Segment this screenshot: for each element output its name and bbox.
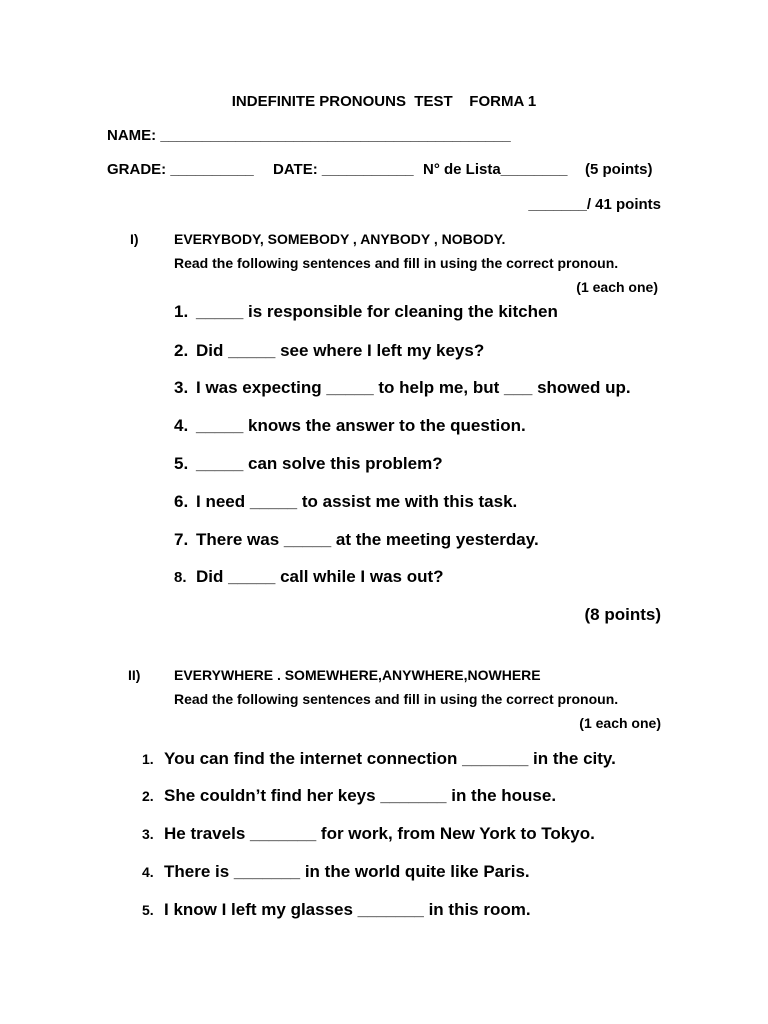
list-item	[142, 862, 530, 882]
item-number: 6.	[174, 492, 189, 511]
item-text: I know I left my glasses _______ in this room.	[164, 900, 531, 919]
section-1-number: I)	[130, 231, 139, 247]
item-number: 1.	[174, 302, 189, 321]
item-text: _____ can solve this problem?	[196, 454, 443, 473]
list-item	[142, 900, 531, 920]
list-item	[174, 492, 517, 512]
section-2-each-one: (1 each one)	[579, 715, 661, 731]
list-item	[174, 530, 539, 550]
lista-line: N° de Lista________	[423, 161, 568, 178]
list-item	[142, 749, 616, 769]
list-item	[142, 824, 595, 844]
item-text: She couldn’t find her keys _______ in the house.	[164, 786, 557, 805]
item-text: Did _____ see where I left my keys?	[196, 341, 485, 360]
item-text: There is _______ in the world quite like Paris.	[164, 862, 530, 881]
section-1-each-one: (1 each one)	[576, 279, 658, 295]
list-item	[174, 454, 443, 474]
section-2-title: EVERYWHERE . SOMEWHERE,ANYWHERE,NOWHERE	[174, 667, 541, 683]
list-item	[174, 302, 558, 322]
header-points: (5 points)	[585, 161, 653, 178]
item-text: I was expecting _____ to help me, but ___ showed up.	[196, 378, 631, 397]
item-number: 1.	[142, 751, 154, 767]
item-text: You can find the internet connection _______ in the city.	[164, 749, 616, 768]
item-number: 2.	[174, 341, 189, 360]
list-item	[174, 567, 444, 587]
list-item	[174, 416, 526, 436]
name-line: NAME: __________________________________________	[107, 127, 511, 144]
list-item	[174, 341, 484, 361]
item-text: _____ is responsible for cleaning the kitchen	[196, 302, 558, 321]
date-line: DATE: ___________	[273, 161, 414, 178]
item-text: He travels _______ for work, from New York to Tokyo.	[164, 824, 595, 843]
grade-line: GRADE: __________	[107, 161, 254, 178]
item-number: 5.	[142, 902, 154, 918]
test-title: INDEFINITE PRONOUNS TEST FORMA 1	[231, 93, 537, 110]
section-1-instruction: Read the following sentences and fill in using the correct pronoun.	[174, 255, 619, 271]
item-number: 8.	[174, 569, 187, 586]
item-number: 7.	[174, 530, 189, 549]
item-text: _____ knows the answer to the question.	[196, 416, 526, 435]
item-number: 3.	[174, 378, 189, 397]
item-number: 2.	[142, 788, 154, 804]
section-2-instruction: Read the following sentences and fill in using the correct pronoun.	[174, 691, 619, 707]
total-points: _______/ 41 points	[528, 196, 661, 213]
item-number: 5.	[174, 454, 189, 473]
section-1-title: EVERYBODY, SOMEBODY , ANYBODY , NOBODY.	[174, 231, 506, 247]
item-number: 4.	[142, 864, 154, 880]
item-text: There was _____ at the meeting yesterday.	[196, 530, 539, 549]
list-item	[174, 378, 631, 398]
item-number: 3.	[142, 826, 154, 842]
section-2-number: II)	[128, 667, 141, 683]
section-1-points: (8 points)	[584, 605, 661, 624]
list-item	[142, 786, 556, 806]
item-text: I need _____ to assist me with this task.	[196, 492, 518, 511]
item-number: 4.	[174, 416, 189, 435]
item-text: Did _____ call while I was out?	[196, 567, 444, 586]
